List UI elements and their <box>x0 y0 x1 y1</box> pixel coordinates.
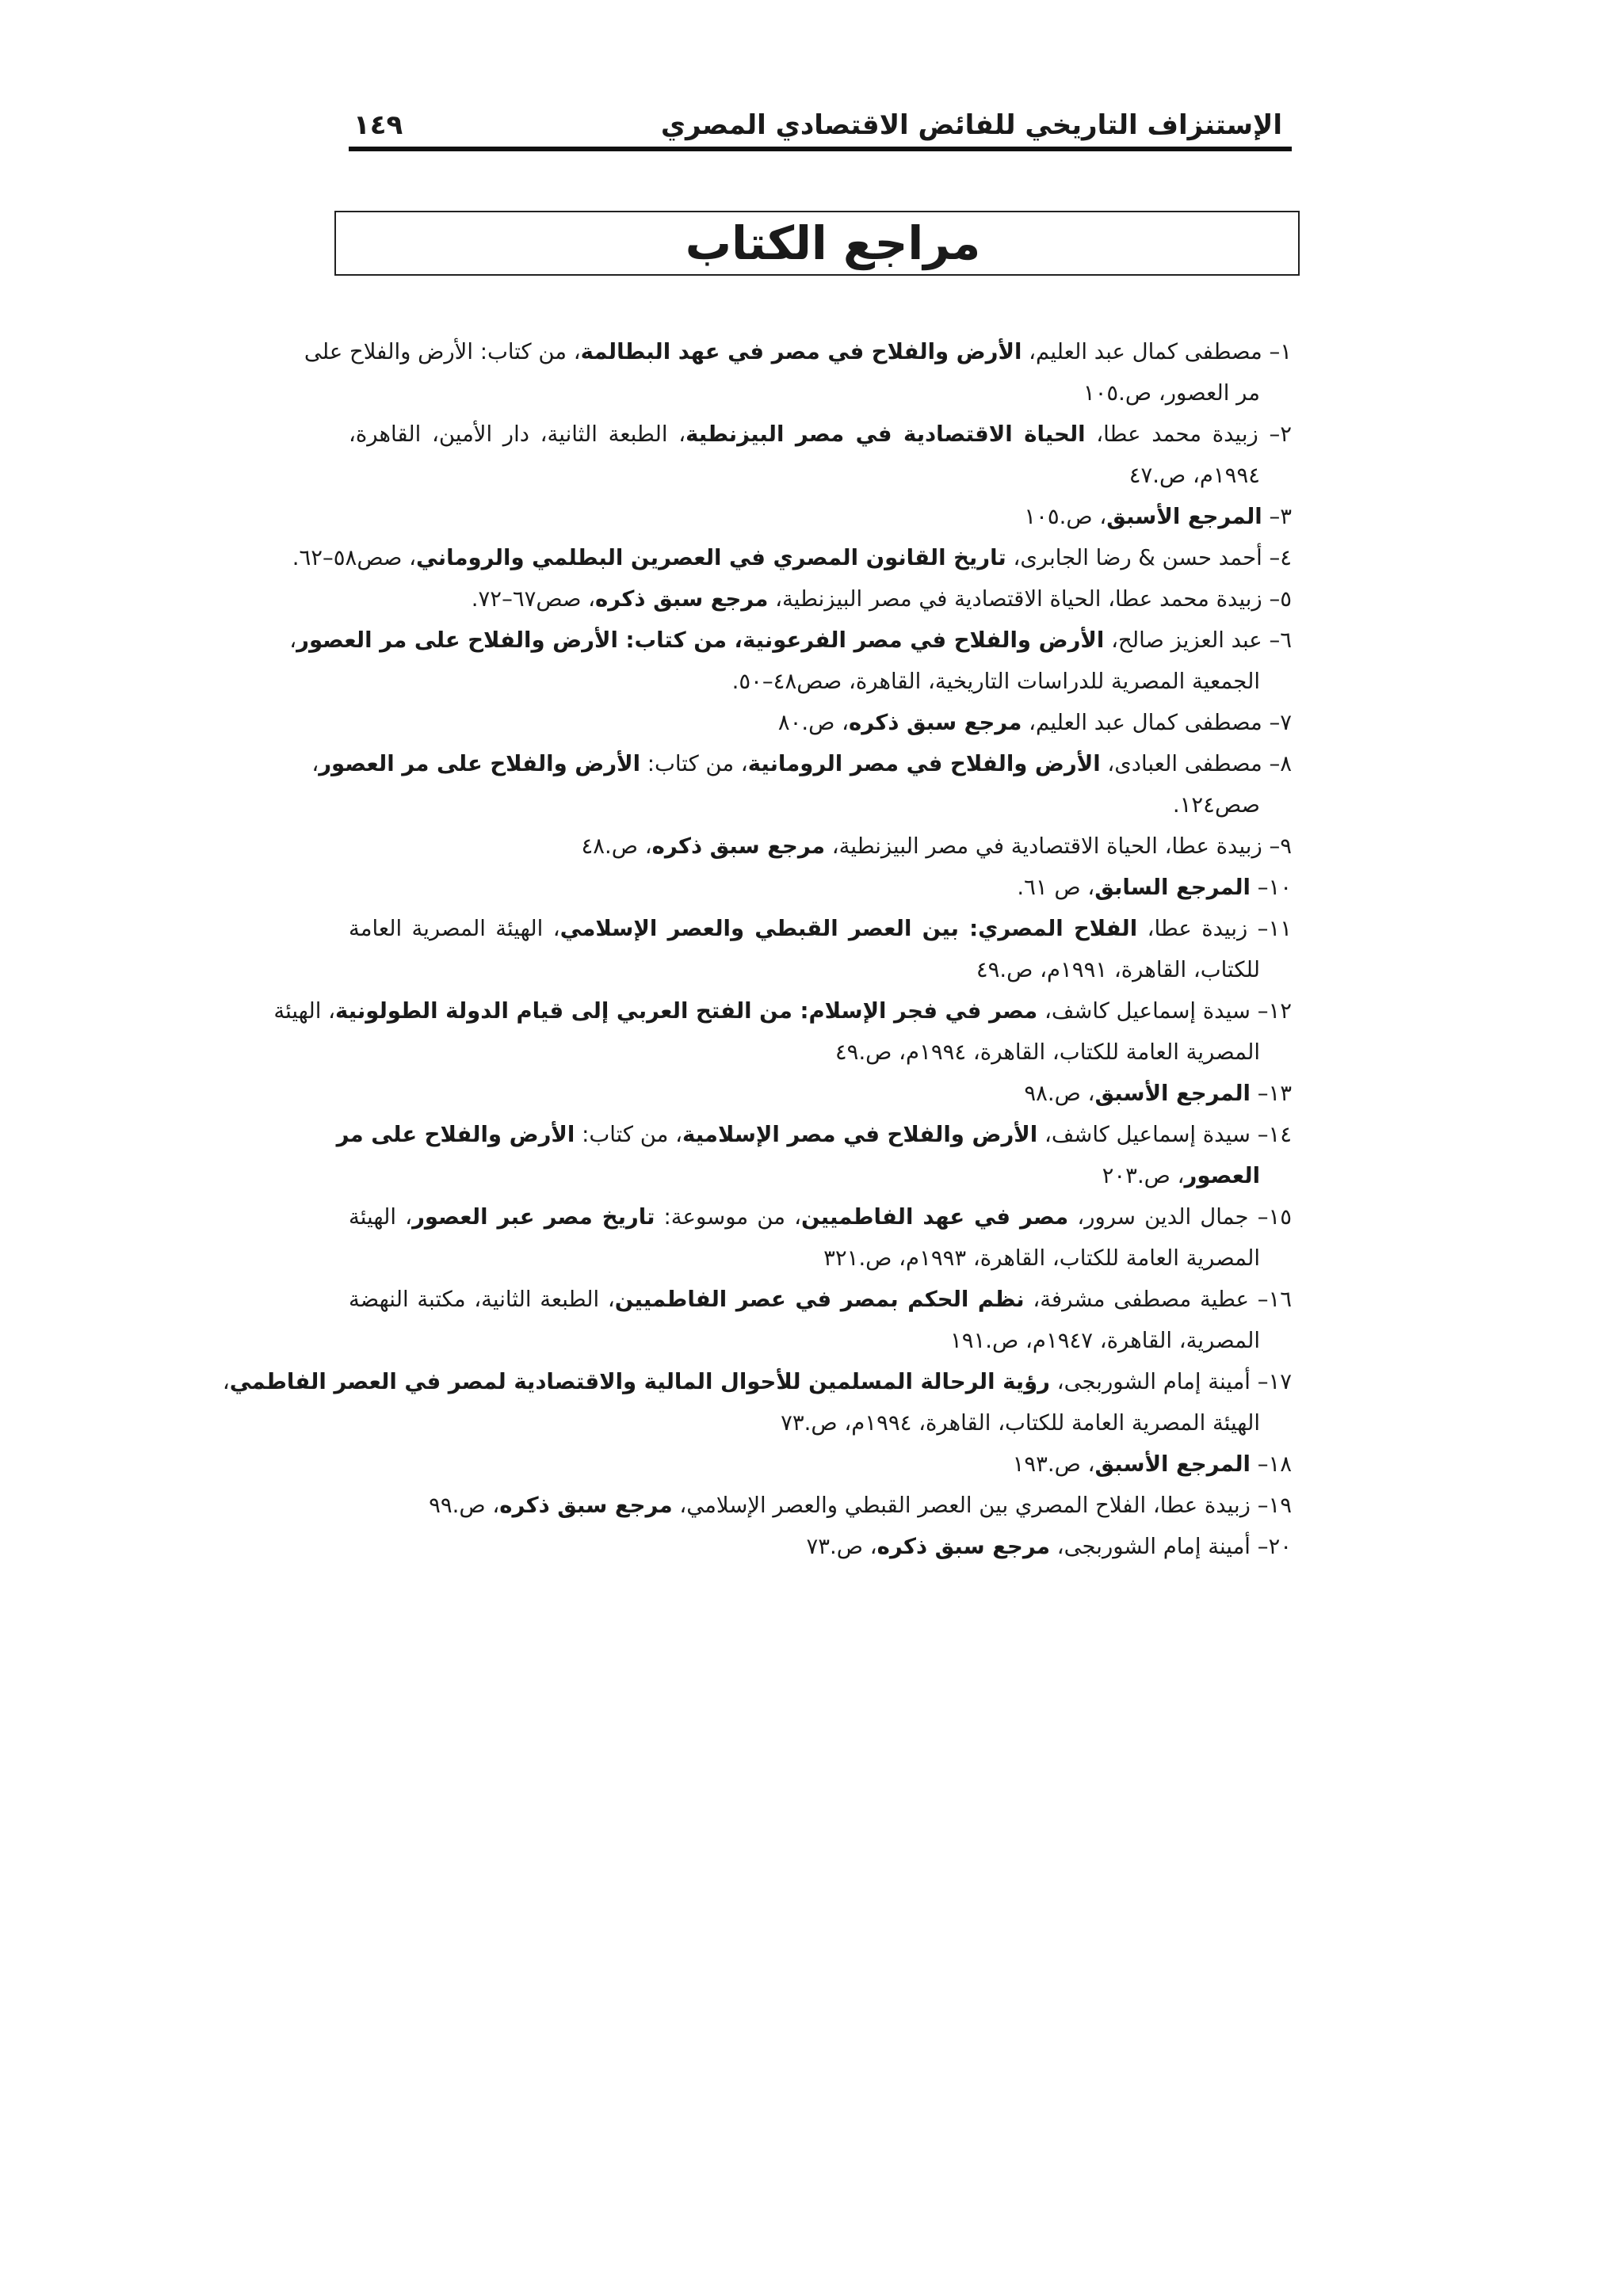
reference-line <box>349 908 1292 949</box>
reference-line <box>349 949 1292 990</box>
reference-title-text: المرجع الأسبق <box>1094 1081 1251 1106</box>
reference-item <box>349 1196 1292 1279</box>
reference-text: ١– مصطفى كمال عبد العليم، <box>1022 339 1292 364</box>
reference-line <box>349 661 1292 702</box>
reference-text: ١٩– زبيدة عطا، الفلاح المصري بين العصر القبطي والعصر الإسلامي، <box>672 1493 1292 1518</box>
reference-text: ٢– زبيدة محمد عطا، <box>1085 421 1292 447</box>
reference-text: ، ص ٦١. <box>1017 875 1095 900</box>
reference-text: ٢٠– أمينة إمام الشوربجى، <box>1050 1534 1292 1559</box>
reference-text: ، من كتاب: الأرض والفلاح على <box>304 339 581 364</box>
reference-text: ، ص.٤٨ <box>581 833 652 859</box>
reference-text: للكتاب، القاهرة، ١٩٩١م، ص.٤٩ <box>976 957 1260 982</box>
reference-line <box>349 1402 1292 1444</box>
reference-title-text: العصور <box>1184 1163 1260 1188</box>
reference-title-text: مرجع سبق ذكره <box>595 586 769 612</box>
reference-title-text: الأرض والفلاح في مصر الفرعونية، من كتاب: الأرض والفلاح على مر العصور <box>296 627 1105 653</box>
reference-text: الجمعية المصرية للدراسات التاريخية، القاهرة، صص٤٨–٥٠. <box>731 669 1260 694</box>
reference-title-text: مرجع سبق ذكره <box>849 710 1022 735</box>
reference-line <box>349 784 1292 826</box>
reference-line <box>304 331 1292 372</box>
reference-text: ١٦– عطية مصطفى مشرفة، <box>1024 1287 1292 1312</box>
reference-line <box>349 1526 1292 1567</box>
reference-item <box>349 496 1292 537</box>
reference-text: ، الهيئة المصرية العامة <box>349 916 560 941</box>
reference-text: المصرية العامة للكتاب، القاهرة، ١٩٩٤م، ص.٤٩ <box>834 1039 1260 1065</box>
page-number: ١٤٩ <box>353 109 403 141</box>
reference-item <box>289 620 1292 702</box>
reference-line <box>349 578 1292 620</box>
reference-line <box>349 867 1292 908</box>
reference-text: ٥– زبيدة محمد عطا، الحياة الاقتصادية في مصر البيزنطية، <box>768 586 1292 612</box>
page-title: مراجع الكتاب <box>685 216 981 270</box>
reference-text: ، ص.١٩٣ <box>1012 1451 1095 1477</box>
reference-text: ، ص.٨٠ <box>777 710 850 735</box>
reference-text: ، ص.٢٠٣ <box>1102 1163 1185 1188</box>
reference-item <box>336 1114 1292 1196</box>
reference-title-text: مصر في عهد الفاطميين <box>800 1204 1069 1230</box>
page-title-box <box>334 211 1300 276</box>
reference-title-text: مصر في فجر الإسلام: من الفتح العربي إلى قيام الدولة الطولونية <box>334 998 1038 1024</box>
reference-title-text: المرجع السابق <box>1094 875 1251 900</box>
reference-text: مر العصور، ص.١٠٥ <box>1083 380 1260 406</box>
reference-text: ١٤– سيدة إسماعيل كاشف، <box>1037 1122 1292 1147</box>
reference-title-text: رؤية الرحالة المسلمين للأحوال المالية والاقتصادية لمصر في العصر الفاطمي <box>229 1369 1050 1394</box>
reference-text: ، ص.٧٣ <box>806 1534 877 1559</box>
reference-title-text: مرجع سبق ذكره <box>876 1534 1050 1559</box>
reference-text: ، ص.١٠٥ <box>1024 504 1107 529</box>
reference-line <box>349 372 1292 414</box>
reference-title-text: المرجع الأسبق <box>1106 504 1262 529</box>
reference-item <box>349 867 1292 908</box>
reference-text: ، الطبعة الثانية، مكتبة النهضة <box>349 1287 615 1312</box>
reference-item <box>349 1444 1292 1485</box>
reference-text: ٦– عبد العزيز صالح، <box>1104 627 1292 653</box>
reference-line <box>349 496 1292 537</box>
reference-text: ، ص.٩٨ <box>1024 1081 1095 1106</box>
reference-text: ، <box>311 751 319 776</box>
reference-item <box>349 1526 1292 1567</box>
reference-title-text: تاريخ مصر عبر العصور <box>412 1204 655 1230</box>
reference-title-text: الأرض والفلاح في مصر الرومانية <box>747 751 1101 776</box>
reference-text: ١٣– <box>1250 1081 1292 1106</box>
reference-text: ٩– زبيدة عطا، الحياة الاقتصادية في مصر البيزنطية، <box>825 833 1292 859</box>
reference-text: ٧– مصطفى كمال عبد العليم، <box>1022 710 1292 735</box>
reference-title-text: مرجع سبق ذكره <box>651 833 825 859</box>
reference-text: ، صص٦٧–٧٢. <box>471 586 596 612</box>
reference-line <box>222 1361 1292 1402</box>
reference-item <box>292 537 1292 578</box>
references-list <box>222 331 1292 1567</box>
reference-title-text: نظم الحكم بمصر في عصر الفاطميين <box>614 1287 1025 1312</box>
reference-text: صص١٢٤. <box>1172 792 1260 818</box>
reference-text: ١٧– أمينة إمام الشوربجى، <box>1050 1369 1292 1394</box>
reference-text: ١٥– جمال الدين سرور، <box>1068 1204 1292 1230</box>
reference-text: ٨– مصطفى العبادى، <box>1100 751 1292 776</box>
reference-line <box>349 1320 1292 1361</box>
reference-line <box>349 1073 1292 1114</box>
reference-item <box>349 414 1292 496</box>
reference-text: ، <box>222 1369 230 1394</box>
reference-item <box>349 1279 1292 1361</box>
reference-line <box>349 1155 1292 1196</box>
reference-text: ٤– أحمد حسن & رضا الجابرى، <box>1006 545 1292 570</box>
reference-item <box>349 1485 1292 1526</box>
reference-title-text: الأرض والفلاح في مصر في عهد البطالمة <box>580 339 1022 364</box>
reference-text: ٣– <box>1262 504 1292 529</box>
reference-title-text: مرجع سبق ذكره <box>499 1493 673 1518</box>
reference-line <box>349 1444 1292 1485</box>
reference-line <box>349 414 1292 455</box>
reference-item <box>349 908 1292 990</box>
reference-line <box>349 1485 1292 1526</box>
reference-item <box>222 1361 1292 1444</box>
reference-text: ١٠– <box>1250 875 1292 900</box>
reference-text: ، الهيئة <box>349 1204 413 1230</box>
reference-item <box>311 743 1292 826</box>
reference-text: ، <box>289 627 297 653</box>
reference-title-text: الحياة الاقتصادية في مصر البيزنطية <box>685 421 1086 447</box>
reference-item <box>349 826 1292 867</box>
reference-item <box>273 990 1292 1073</box>
reference-text: ١٢– سيدة إسماعيل كاشف، <box>1037 998 1292 1024</box>
reference-item <box>349 578 1292 620</box>
reference-title-text: المرجع الأسبق <box>1094 1451 1251 1477</box>
reference-line <box>349 702 1292 743</box>
reference-item <box>349 702 1292 743</box>
reference-line <box>349 826 1292 867</box>
reference-line <box>349 455 1292 496</box>
reference-text: ، ص.٩٩ <box>429 1493 500 1518</box>
reference-text: الهيئة المصرية العامة للكتاب، القاهرة، ١٩٩٤م، ص.٧٣ <box>781 1410 1260 1436</box>
reference-title-text: تاريخ القانون المصري في العصرين البطلمي والروماني <box>415 545 1006 570</box>
reference-text: ، من موسوعة: <box>655 1204 801 1230</box>
reference-text: المصرية العامة للكتاب، القاهرة، ١٩٩٣م، ص.٣٢١ <box>823 1245 1260 1271</box>
reference-text: ، الطبعة الثانية، دار الأمين، القاهرة، <box>349 421 686 447</box>
reference-title-text: الأرض والفلاح في مصر الإسلامية <box>682 1122 1038 1147</box>
reference-line <box>336 1114 1292 1155</box>
reference-text: ١٨– <box>1250 1451 1292 1477</box>
reference-text: المصرية، القاهرة، ١٩٤٧م، ص.١٩١ <box>949 1328 1260 1353</box>
reference-text: ، من كتاب: <box>640 751 748 776</box>
reference-title-text: الأرض والفلاح على مر <box>336 1122 575 1147</box>
reference-line <box>349 1032 1292 1073</box>
running-header-title: الإستنزاف التاريخي للفائض الاقتصادي المصري <box>660 109 1282 141</box>
reference-item <box>349 1073 1292 1114</box>
reference-line <box>289 620 1292 661</box>
reference-text: ١١– زبيدة عطا، <box>1137 916 1292 941</box>
reference-text: ١٩٩٤م، ص.٤٧ <box>1128 463 1260 488</box>
reference-line <box>292 537 1292 578</box>
reference-line <box>311 743 1292 784</box>
reference-line <box>273 990 1292 1032</box>
reference-line <box>349 1279 1292 1320</box>
reference-title-text: الفلاح المصري: بين العصر القبطي والعصر الإسلامي <box>559 916 1138 941</box>
reference-line <box>349 1196 1292 1238</box>
reference-text: ، صص٥٨–٦٢. <box>292 545 416 570</box>
reference-item <box>304 331 1292 414</box>
header-divider <box>349 147 1292 151</box>
reference-title-text: الأرض والفلاح على مر العصور <box>319 751 640 776</box>
reference-line <box>349 1238 1292 1279</box>
reference-text: ، من كتاب: <box>575 1122 683 1147</box>
reference-text: ، الهيئة <box>273 998 335 1024</box>
